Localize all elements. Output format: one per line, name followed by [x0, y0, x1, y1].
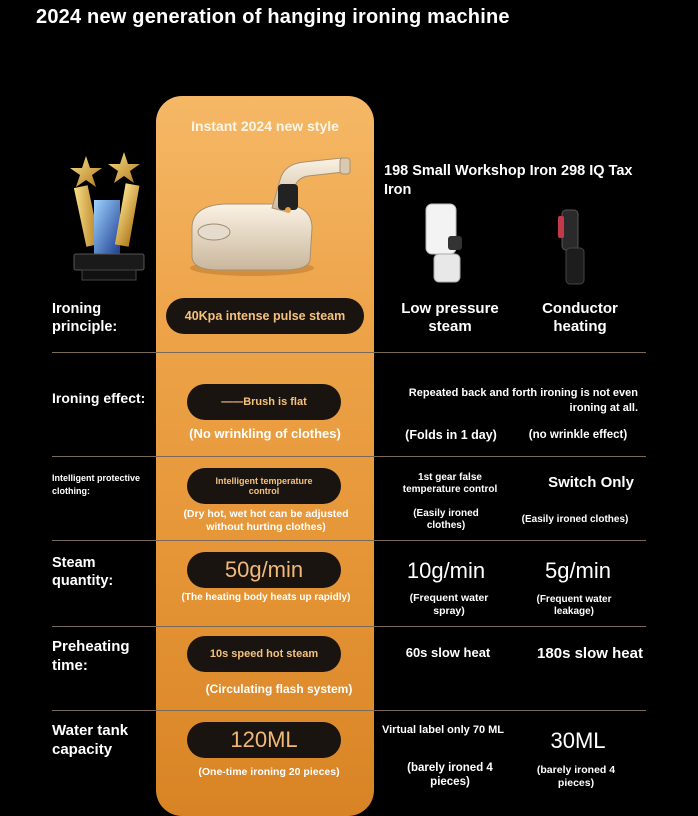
highlight-title: Instant 2024 new style — [191, 118, 339, 134]
protective-comp1-note: (Easily ironed clothes) — [413, 508, 479, 531]
divider — [52, 626, 646, 627]
preheat-comp2: 180s slow heat — [537, 645, 643, 662]
label-preheating-time: Preheating time: — [52, 638, 130, 674]
principle-ours: 40Kpa intense pulse steam — [166, 298, 364, 334]
steam-ours-note: (The heating body heats up rapidly) — [181, 592, 351, 603]
steamer-product-image — [184, 150, 354, 280]
steam-comp1-note: (Frequent water spray) — [409, 592, 489, 617]
label-ironing-principle: Ironing principle: — [52, 301, 118, 336]
preheat-comp1: 60s slow heat — [405, 645, 491, 660]
tank-ours: 120ML — [187, 722, 341, 758]
effect-comp1: (Folds in 1 day) — [405, 428, 497, 442]
effect-ours: ——Brush is flat — [187, 384, 341, 420]
tank-ours-note: (One-time ironing 20 pieces) — [198, 766, 340, 778]
protective-ours-note: (Dry hot, wet hot can be adjusted without hurting clothes) — [183, 508, 349, 533]
tank-comp2: 30ML — [550, 728, 606, 753]
white-iron-image — [418, 202, 472, 286]
tank-comp2-note: (barely ironed 4 pieces) — [536, 764, 616, 789]
tank-comp1: Virtual label only 70 ML — [381, 724, 505, 736]
competitor-header: 198 Small Workshop Iron 298 IQ Tax Iron — [384, 163, 633, 198]
page-title: 2024 new generation of hanging ironing machine — [36, 6, 510, 28]
divider — [52, 456, 646, 457]
preheat-ours-note: (Circulating flash system) — [205, 682, 353, 696]
preheat-ours: 10s speed hot steam — [187, 636, 341, 672]
steam-ours: 50g/min — [187, 552, 341, 588]
steam-comp1: 10g/min — [406, 558, 486, 583]
steam-comp2-note: (Frequent water leakage) — [536, 594, 612, 617]
label-ironing-effect: Ironing effect: — [52, 390, 146, 406]
principle-comp1: Low pressure steam — [401, 300, 499, 335]
divider — [52, 352, 646, 353]
protective-comp2: Switch Only — [548, 474, 634, 491]
effect-comp-header: Repeated back and forth ironing is not even ironing at all. — [408, 387, 638, 414]
protective-comp1: 1st gear false temperature control — [402, 472, 498, 495]
divider — [52, 540, 646, 541]
effect-ours-note: (No wrinkling of clothes) — [189, 426, 341, 441]
principle-comp2: Conductor heating — [542, 300, 618, 335]
protective-comp2-note: (Easily ironed clothes) — [521, 514, 629, 525]
effect-comp2: (no wrinkle effect) — [528, 429, 628, 441]
steam-comp2: 5g/min — [544, 558, 612, 583]
divider — [52, 710, 646, 711]
label-steam-quantity: Steam quantity: — [52, 555, 114, 590]
label-intelligent-protective: Intelligent protective clothing: — [52, 473, 141, 496]
protective-ours: Intelligent temperature control — [187, 468, 341, 504]
tank-comp1-note: (barely ironed 4 pieces) — [407, 762, 493, 788]
dark-iron-image — [556, 208, 596, 286]
label-water-tank: Water tank capacity — [52, 722, 129, 758]
trophy-icon — [62, 150, 154, 286]
